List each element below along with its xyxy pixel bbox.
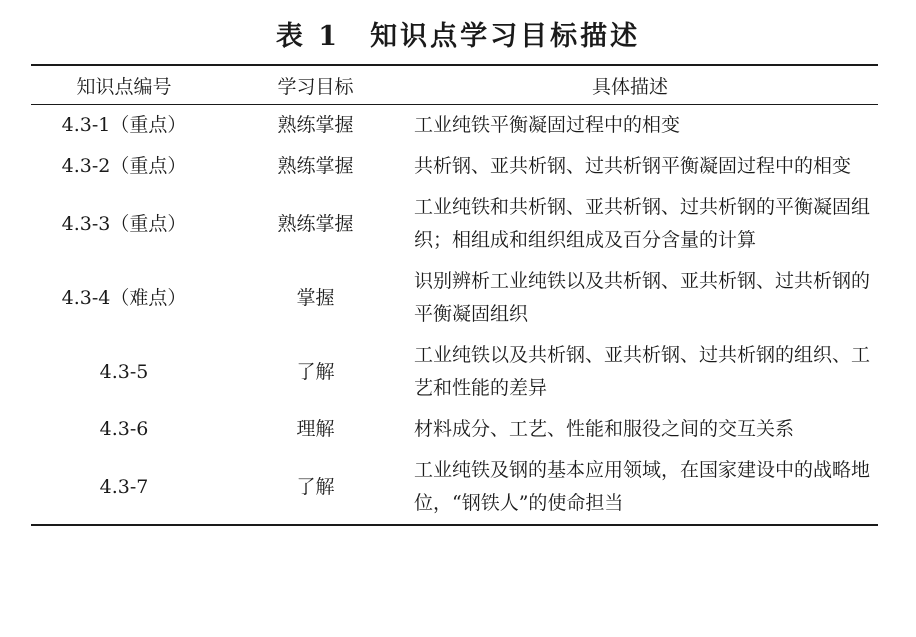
table-row	[31, 187, 878, 261]
table-row	[31, 409, 878, 450]
cell-goal: 掌握	[296, 286, 335, 309]
table-caption	[0, 14, 916, 53]
cell-description: 材料成分、工艺、性能和服役之间的交互关系	[414, 418, 795, 440]
cell-description: 共析钢、亚共析钢、过共析钢平衡凝固过程中的相变	[414, 155, 852, 177]
cell-goal: 了解	[217, 450, 414, 525]
cell-goal: 理解	[296, 418, 335, 440]
cell-description: 工业纯铁及钢的基本应用领域，在国家建设中的战略地位，“钢铁人”的使命担当	[414, 450, 878, 525]
cell-code: 4.3-1（重点）	[61, 114, 187, 136]
header-row	[31, 65, 878, 105]
table-row	[31, 146, 878, 187]
table-row	[31, 335, 878, 409]
table-row	[31, 261, 878, 335]
header-goal: 学习目标	[217, 65, 414, 105]
learning-objectives-table	[31, 64, 878, 526]
cell-description: 工业纯铁平衡凝固过程中的相变	[414, 114, 681, 136]
table-row	[31, 450, 878, 525]
header-description: 具体描述	[414, 65, 878, 105]
cell-code: 4.3-7	[31, 450, 217, 525]
table-number: 表 1	[275, 21, 341, 52]
cell-description: 工业纯铁以及共析钢、亚共析钢、过共析钢的组织、工艺和性能的差异	[414, 344, 871, 399]
cell-code: 4.3-6	[99, 418, 149, 440]
cell-code: 4.3-2（重点）	[61, 155, 187, 177]
cell-code: 4.3-3（重点）	[61, 212, 187, 235]
cell-code: 4.3-5	[99, 360, 149, 383]
header-code: 知识点编号	[31, 65, 217, 105]
table-row	[31, 105, 878, 147]
cell-description: 识别辨析工业纯铁以及共析钢、亚共析钢、过共析钢的平衡凝固组织	[414, 270, 871, 325]
cell-description: 工业纯铁和共析钢、亚共析钢、过共析钢的平衡凝固组织；相组成和组织组成及百分含量的计算	[414, 196, 871, 251]
cell-goal: 了解	[296, 360, 335, 383]
cell-goal: 熟练掌握	[277, 212, 354, 235]
cell-goal: 熟练掌握	[277, 114, 354, 136]
cell-goal: 熟练掌握	[277, 155, 354, 177]
table-title: 知识点学习目标描述	[370, 21, 641, 52]
cell-code: 4.3-4（难点）	[61, 286, 187, 309]
